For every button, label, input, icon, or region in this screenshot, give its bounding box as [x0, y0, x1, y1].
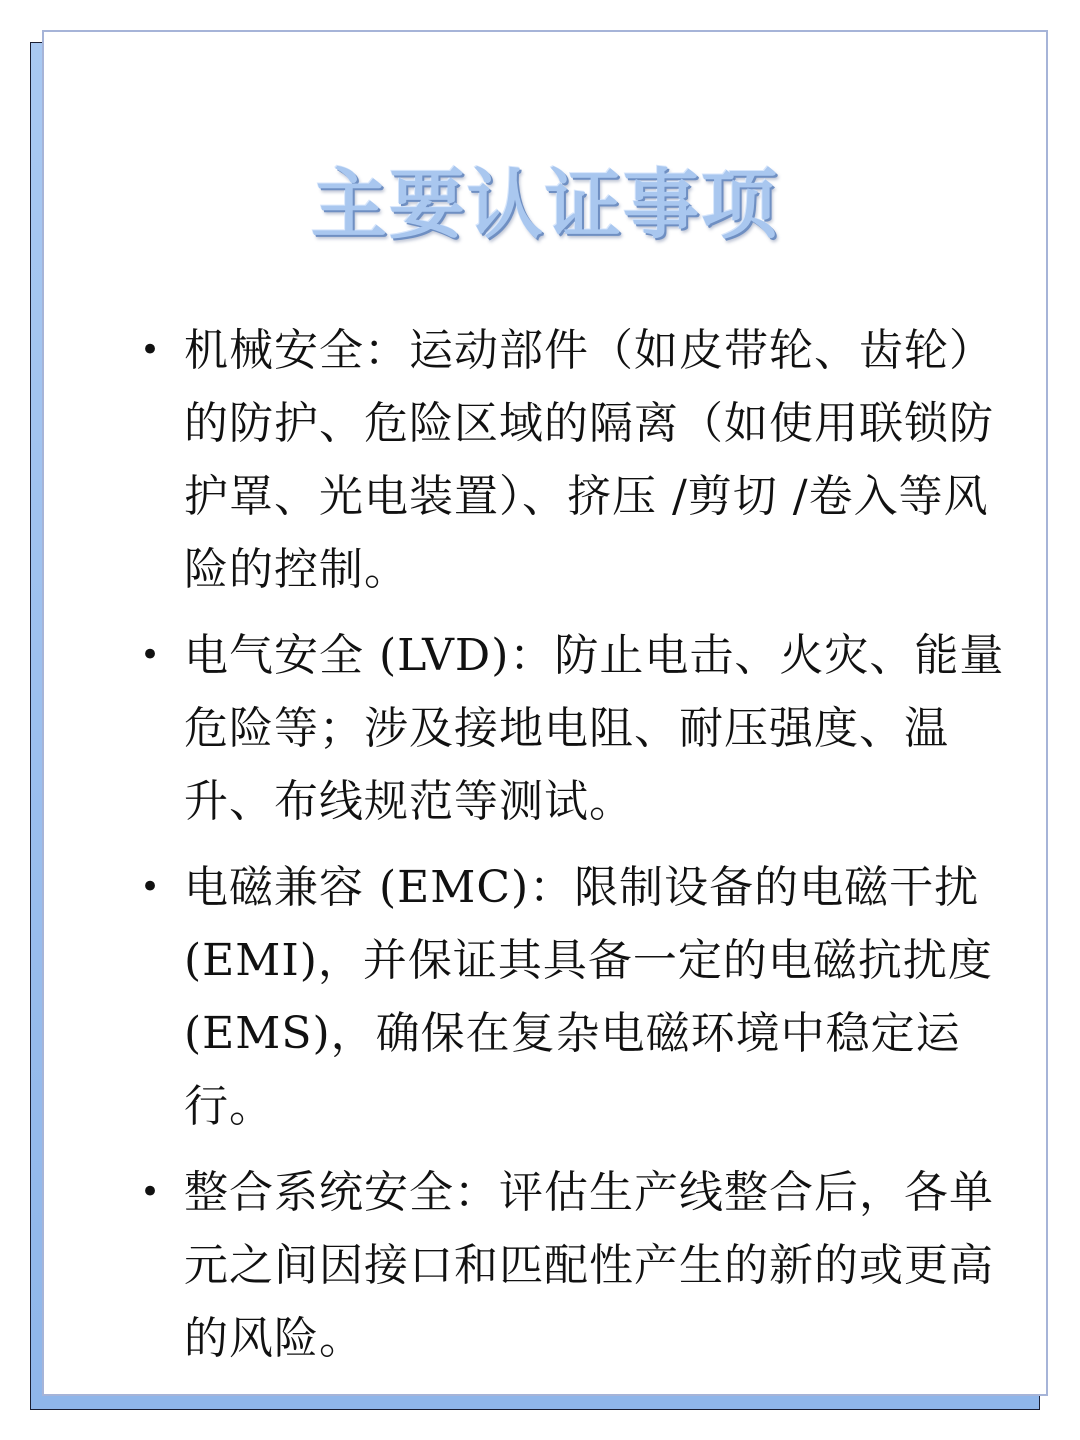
slide-title: 主要认证事项 [311, 160, 779, 249]
bullet-item-mechanical-safety [140, 314, 1010, 606]
bullet-dot-icon: • [140, 330, 162, 370]
bullet-list [140, 314, 1010, 1388]
bullet-text: 机械安全：运动部件（如皮带轮、齿轮）的防护、危险区域的隔离（如使用联锁防护罩、光电装置）、挤压 /剪切 /卷入等风险的控制。 [184, 325, 994, 595]
bullet-item-emc [140, 851, 1010, 1143]
bullet-dot-icon: • [140, 635, 162, 675]
bullet-dot-icon: • [140, 867, 162, 907]
bullet-item-system-integration-safety [140, 1156, 1010, 1375]
bullet-text: 电磁兼容 (EMC)：限制设备的电磁干扰 (EMI)，并保证其具备一定的电磁抗扰度 (EMS)，确保在复杂电磁环境中稳定运行。 [184, 862, 993, 1132]
slide-card [42, 30, 1048, 1396]
bullet-text: 电气安全 (LVD)：防止电击、火灾、能量危险等；涉及接地电阻、耐压强度、温升、布线规范等测试。 [184, 630, 1005, 827]
bullet-item-electrical-safety [140, 619, 1010, 838]
bullet-text: 整合系统安全：评估生产线整合后，各单元之间因接口和匹配性产生的新的或更高的风险。 [184, 1167, 994, 1364]
bullet-dot-icon: • [140, 1172, 162, 1212]
